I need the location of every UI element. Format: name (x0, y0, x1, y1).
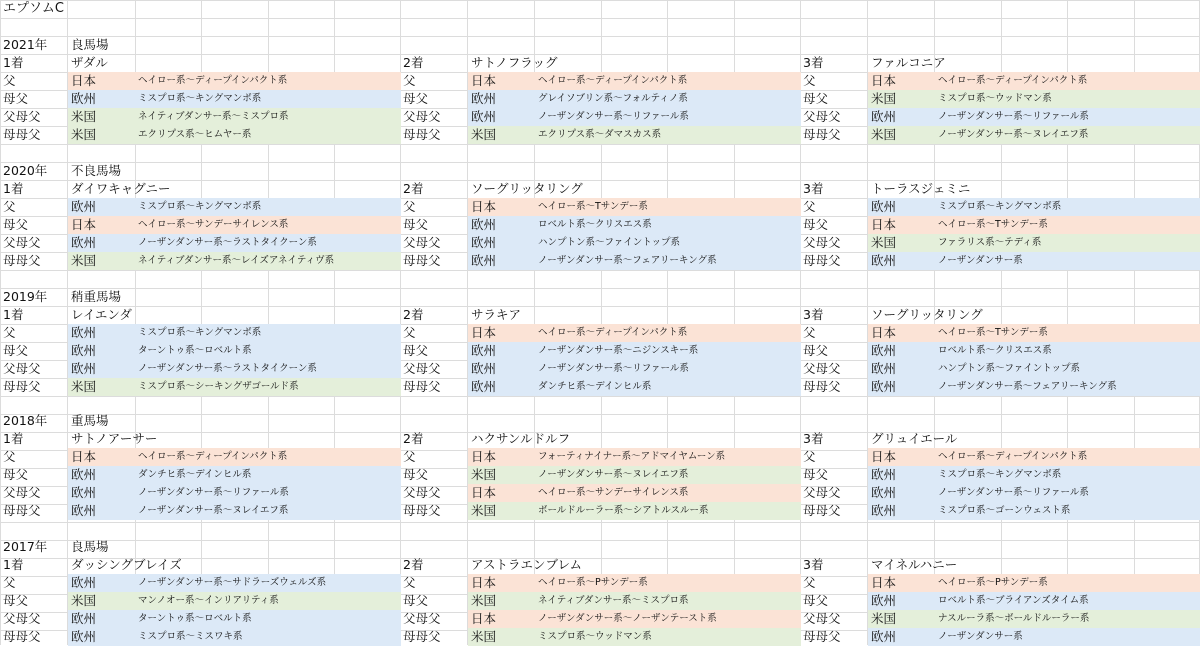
pedigree-role[interactable]: 父 (803, 325, 816, 340)
sire-line-cell[interactable]: ノーザンダンサー系～ノーザンテースト系 (538, 613, 717, 624)
pedigree-role[interactable]: 父母父 (3, 485, 41, 500)
pedigree-role[interactable]: 父母父 (3, 611, 41, 626)
region-cell[interactable]: 日本 (71, 217, 97, 232)
region-cell[interactable]: 米国 (871, 611, 897, 626)
horse-name[interactable]: サラキア (471, 307, 522, 322)
region-cell[interactable]: 日本 (871, 575, 897, 590)
region-cell[interactable]: 欧州 (71, 343, 97, 358)
sire-line-cell[interactable]: ミスプロ系～キングマンボ系 (138, 93, 262, 104)
pedigree-role[interactable]: 母父 (3, 91, 29, 106)
region-cell[interactable]: 欧州 (471, 109, 497, 124)
placing-rank[interactable]: 3着 (803, 55, 824, 70)
year-label[interactable]: 2019年 (3, 289, 48, 304)
pedigree-role[interactable]: 母母父 (403, 629, 441, 644)
placing-rank[interactable]: 2着 (403, 181, 424, 196)
sire-line-cell[interactable]: ミスプロ系～キングマンボ系 (938, 201, 1062, 212)
year-label[interactable]: 2020年 (3, 163, 48, 178)
sire-line-cell[interactable]: ノーザンダンサー系 (938, 631, 1023, 642)
horse-name[interactable]: ファルコニア (871, 55, 946, 70)
sire-line-cell[interactable]: ロベルト系～クリスエス系 (538, 219, 652, 230)
region-cell[interactable]: 欧州 (871, 343, 897, 358)
sire-line-cell[interactable]: ヘイロー系～ディープインパクト系 (938, 451, 1088, 462)
region-cell[interactable]: 欧州 (871, 199, 897, 214)
year-label[interactable]: 2017年 (3, 539, 48, 554)
region-cell[interactable]: 日本 (871, 449, 897, 464)
pedigree-role[interactable]: 父母父 (803, 611, 841, 626)
region-cell[interactable]: 欧州 (471, 361, 497, 376)
pedigree-role[interactable]: 父 (403, 73, 416, 88)
placing-rank[interactable]: 3着 (803, 307, 824, 322)
track-condition[interactable]: 良馬場 (71, 539, 109, 554)
sire-line-cell[interactable]: ノーザンダンサー系～ラストタイクーン系 (138, 363, 317, 374)
pedigree-role[interactable]: 父母父 (403, 361, 441, 376)
sire-line-cell[interactable]: ヘイロー系～ディープインパクト系 (538, 327, 688, 338)
grid-line (0, 18, 1200, 19)
grid-line (0, 36, 1200, 37)
sire-line-cell[interactable]: ヘイロー系～Tサンデー系 (938, 219, 1048, 230)
sire-line-cell[interactable]: ミスプロ系～ウッドマン系 (538, 631, 652, 642)
horse-name[interactable]: ソーグリッタリング (471, 181, 583, 196)
region-cell[interactable]: 米国 (471, 467, 497, 482)
sire-line-cell[interactable]: ミスプロ系～ミスワキ系 (138, 631, 243, 642)
sire-line-cell[interactable]: エクリプス系～ヒムヤー系 (138, 129, 252, 140)
grid-line (0, 288, 1200, 289)
region-cell[interactable]: 米国 (471, 629, 497, 644)
pedigree-role[interactable]: 母母父 (803, 629, 841, 644)
region-cell[interactable]: 米国 (871, 235, 897, 250)
region-cell[interactable]: 欧州 (71, 485, 97, 500)
region-cell[interactable]: 欧州 (71, 325, 97, 340)
sire-line-cell[interactable]: ヘイロー系～Pサンデー系 (938, 577, 1048, 588)
sire-line-cell[interactable]: マンノオー系～インリアリティ系 (138, 595, 279, 606)
placing-rank[interactable]: 1着 (3, 55, 24, 70)
region-cell[interactable]: 欧州 (471, 235, 497, 250)
pedigree-role[interactable]: 父 (3, 575, 16, 590)
pedigree-role[interactable]: 母父 (403, 343, 429, 358)
year-label[interactable]: 2018年 (3, 413, 48, 428)
pedigree-role[interactable]: 母母父 (403, 253, 441, 268)
sire-line-cell[interactable]: ロベルト系～クリスエス系 (938, 345, 1052, 356)
sire-line-cell[interactable]: ノーザンダンサー系～ヌレイエフ系 (938, 129, 1089, 140)
pedigree-role[interactable]: 父母父 (3, 109, 41, 124)
sire-line-cell[interactable]: ハンプトン系～ファイントップ系 (538, 237, 681, 248)
sire-line-cell[interactable]: ノーザンダンサー系～ラストタイクーン系 (138, 237, 317, 248)
pedigree-role[interactable]: 母父 (3, 217, 29, 232)
pedigree-role[interactable]: 母母父 (803, 379, 841, 394)
pedigree-role[interactable]: 父 (803, 73, 816, 88)
horse-name[interactable]: ザダル (71, 55, 108, 70)
sire-line-cell[interactable]: ヘイロー系～サンデーサイレンス系 (138, 219, 289, 230)
region-cell[interactable]: 欧州 (71, 199, 97, 214)
grid-line (0, 414, 1200, 415)
pedigree-role[interactable]: 母父 (403, 91, 429, 106)
region-cell[interactable]: 米国 (71, 127, 97, 142)
sire-line-cell[interactable]: ミスプロ系～ウッドマン系 (938, 93, 1052, 104)
sire-line-cell[interactable]: ノーザンダンサー系～フェアリーキング系 (938, 381, 1117, 392)
region-cell[interactable]: 米国 (71, 593, 97, 608)
region-cell[interactable]: 米国 (871, 127, 897, 142)
sire-line-cell[interactable]: ノーザンダンサー系～ヌレイエフ系 (538, 469, 689, 480)
track-condition[interactable]: 稍重馬場 (71, 289, 122, 304)
sire-line-cell[interactable]: ノーザンダンサー系～ヌレイエフ系 (138, 505, 289, 516)
sire-line-cell[interactable]: ヘイロー系～ディープインパクト系 (138, 75, 288, 86)
track-condition[interactable]: 重馬場 (71, 413, 109, 428)
sire-line-cell[interactable]: ノーザンダンサー系～リファール系 (938, 487, 1089, 498)
pedigree-role[interactable]: 父母父 (403, 235, 441, 250)
pedigree-role[interactable]: 父母父 (3, 361, 41, 376)
placing-rank[interactable]: 3着 (803, 557, 824, 572)
horse-name[interactable]: ダイワキャグニー (71, 181, 171, 196)
grid-line (0, 396, 1200, 397)
pedigree-role[interactable]: 父母父 (403, 109, 441, 124)
region-cell[interactable]: 米国 (71, 109, 97, 124)
region-cell[interactable]: 日本 (71, 73, 97, 88)
region-cell[interactable]: 米国 (871, 91, 897, 106)
grid-line (0, 270, 1200, 271)
pedigree-role[interactable]: 父 (3, 325, 16, 340)
placing-rank[interactable]: 2着 (403, 55, 424, 70)
horse-name[interactable]: ダッシングブレイズ (71, 557, 182, 572)
grid-line (0, 306, 1200, 307)
pedigree-role[interactable]: 母母父 (403, 127, 441, 142)
placing-rank[interactable]: 3着 (803, 181, 824, 196)
region-cell[interactable]: 欧州 (71, 575, 97, 590)
pedigree-role[interactable]: 母母父 (403, 503, 441, 518)
horse-name[interactable]: トーラスジェミニ (871, 181, 971, 196)
sire-line-cell[interactable]: ネイティブダンサー系～ミスプロ系 (538, 595, 689, 606)
pedigree-role[interactable]: 父母父 (803, 485, 841, 500)
pedigree-role[interactable]: 母母父 (3, 127, 41, 142)
region-cell[interactable]: 欧州 (471, 343, 497, 358)
sire-line-cell[interactable]: ミスプロ系～キングマンボ系 (138, 327, 262, 338)
region-cell[interactable]: 欧州 (871, 593, 897, 608)
region-highlight (868, 252, 1200, 270)
region-cell[interactable]: 日本 (471, 575, 497, 590)
pedigree-role[interactable]: 母母父 (3, 503, 41, 518)
pedigree-role[interactable]: 父 (803, 575, 816, 590)
horse-name[interactable]: ソーグリッタリング (871, 307, 983, 322)
pedigree-role[interactable]: 母父 (3, 593, 29, 608)
sire-line-cell[interactable]: ノーザンダンサー系～リファール系 (538, 363, 689, 374)
pedigree-role[interactable]: 母母父 (803, 127, 841, 142)
region-cell[interactable]: 米国 (471, 593, 497, 608)
pedigree-role[interactable]: 父母父 (403, 611, 441, 626)
grid-line (0, 180, 1200, 181)
region-cell[interactable]: 欧州 (71, 91, 97, 106)
year-label[interactable]: 2021年 (3, 37, 48, 52)
placing-rank[interactable]: 1着 (3, 431, 24, 446)
pedigree-role[interactable]: 父 (3, 73, 16, 88)
region-cell[interactable]: 欧州 (871, 253, 897, 268)
pedigree-role[interactable]: 母父 (803, 343, 829, 358)
pedigree-role[interactable]: 父母父 (403, 485, 441, 500)
pedigree-role[interactable]: 父 (3, 199, 16, 214)
horse-name[interactable]: マイネルハニー (871, 557, 958, 572)
sire-line-cell[interactable]: フォーティナイナー系～アドマイヤムーン系 (538, 451, 726, 462)
region-cell[interactable]: 欧州 (871, 361, 897, 376)
grid-line (0, 162, 1200, 163)
region-cell[interactable]: 日本 (471, 73, 497, 88)
sire-line-cell[interactable]: ターントゥ系～ロベルト系 (138, 613, 252, 624)
pedigree-role[interactable]: 父 (803, 199, 816, 214)
sire-line-cell[interactable]: ヘイロー系～ディープインパクト系 (538, 75, 688, 86)
region-cell[interactable]: 日本 (471, 449, 497, 464)
horse-name[interactable]: アストラエンブレム (471, 557, 583, 572)
region-cell[interactable]: 米国 (471, 503, 497, 518)
region-cell[interactable]: 欧州 (871, 485, 897, 500)
region-cell[interactable]: 欧州 (871, 503, 897, 518)
sire-line-cell[interactable]: ノーザンダンサー系～リファール系 (138, 487, 289, 498)
region-cell[interactable]: 欧州 (71, 503, 97, 518)
sheet-title[interactable]: エプソムC (3, 1, 64, 16)
region-cell[interactable]: 欧州 (471, 91, 497, 106)
placing-rank[interactable]: 2着 (403, 431, 424, 446)
region-cell[interactable]: 欧州 (71, 611, 97, 626)
pedigree-role[interactable]: 父 (403, 199, 416, 214)
sire-line-cell[interactable]: ヘイロー系～Tサンデー系 (938, 327, 1048, 338)
sire-line-cell[interactable]: ロベルト系～ブライアンズタイム系 (938, 595, 1089, 606)
region-cell[interactable]: 日本 (471, 199, 497, 214)
sire-line-cell[interactable]: ファラリス系～テディ系 (938, 237, 1042, 248)
grid-line (0, 522, 1200, 523)
region-cell[interactable]: 欧州 (71, 235, 97, 250)
sire-line-cell[interactable]: ハンプトン系～ファイントップ系 (938, 363, 1081, 374)
region-cell[interactable]: 欧州 (871, 629, 897, 644)
sire-line-cell[interactable]: ダンチヒ系～デインヒル系 (538, 381, 652, 392)
pedigree-role[interactable]: 父母父 (3, 235, 41, 250)
sire-line-cell[interactable]: ヘイロー系～Tサンデー系 (538, 201, 648, 212)
placing-rank[interactable]: 1着 (3, 557, 24, 572)
pedigree-role[interactable]: 父 (403, 449, 416, 464)
region-cell[interactable]: 米国 (471, 127, 497, 142)
region-cell[interactable]: 欧州 (871, 467, 897, 482)
pedigree-role[interactable]: 母母父 (3, 253, 41, 268)
sire-line-cell[interactable]: ノーザンダンサー系～リファール系 (938, 111, 1089, 122)
track-condition[interactable]: 良馬場 (71, 37, 109, 52)
pedigree-role[interactable]: 母母父 (803, 503, 841, 518)
sire-line-cell[interactable]: ネイティブダンサー系～ミスプロ系 (138, 111, 289, 122)
pedigree-role[interactable]: 母父 (803, 467, 829, 482)
horse-name[interactable]: ハクサンルドルフ (471, 431, 571, 446)
pedigree-role[interactable]: 母父 (403, 467, 429, 482)
horse-name[interactable]: レイエンダ (71, 307, 132, 322)
grid-line (0, 432, 1200, 433)
region-cell[interactable]: 日本 (71, 449, 97, 464)
region-cell[interactable]: 欧州 (71, 629, 97, 644)
horse-name[interactable]: グリュイエール (871, 431, 958, 446)
placing-rank[interactable]: 2着 (403, 557, 424, 572)
sire-line-cell[interactable]: ヘイロー系～ディープインパクト系 (138, 451, 288, 462)
region-cell[interactable]: 欧州 (71, 467, 97, 482)
region-cell[interactable]: 欧州 (471, 379, 497, 394)
region-cell[interactable]: 日本 (471, 485, 497, 500)
sire-line-cell[interactable]: ヘイロー系～ディープインパクト系 (938, 75, 1088, 86)
region-cell[interactable]: 日本 (471, 611, 497, 626)
pedigree-role[interactable]: 母父 (803, 593, 829, 608)
grid-line (0, 540, 1200, 541)
sire-line-cell[interactable]: ノーザンダンサー系～ニジンスキー系 (538, 345, 699, 356)
sire-line-cell[interactable]: ターントゥ系～ロベルト系 (138, 345, 252, 356)
pedigree-role[interactable]: 母父 (803, 217, 829, 232)
region-cell[interactable]: 日本 (871, 325, 897, 340)
pedigree-role[interactable]: 母父 (803, 91, 829, 106)
placing-rank[interactable]: 2着 (403, 307, 424, 322)
sire-line-cell[interactable]: ノーザンダンサー系～サドラーズウェルズ系 (138, 577, 327, 588)
sire-line-cell[interactable]: ナスルーラ系～ボールドルーラー系 (938, 613, 1090, 624)
pedigree-role[interactable]: 母父 (3, 343, 29, 358)
region-highlight (868, 628, 1200, 646)
grid-line (0, 0, 1200, 1)
sire-line-cell[interactable]: ミスプロ系～キングマンボ系 (138, 201, 262, 212)
sire-line-cell[interactable]: ネイティブダンサー系～レイズアネイティヴ系 (138, 255, 335, 266)
pedigree-role[interactable]: 母父 (403, 217, 429, 232)
sire-line-cell[interactable]: ヘイロー系～サンデーサイレンス系 (538, 487, 689, 498)
pedigree-role[interactable]: 母母父 (3, 379, 41, 394)
sire-line-cell[interactable]: エクリプス系～ダマスカス系 (538, 129, 662, 140)
grid-line (0, 54, 1200, 55)
pedigree-role[interactable]: 父 (803, 449, 816, 464)
region-cell[interactable]: 欧州 (471, 217, 497, 232)
track-condition[interactable]: 不良馬場 (71, 163, 122, 178)
sire-line-cell[interactable]: ノーザンダンサー系～フェアリーキング系 (538, 255, 717, 266)
pedigree-role[interactable]: 母母父 (403, 379, 441, 394)
region-cell[interactable]: 日本 (871, 73, 897, 88)
sire-line-cell[interactable]: ミスプロ系～キングマンボ系 (938, 469, 1062, 480)
pedigree-role[interactable]: 母母父 (3, 629, 41, 644)
sire-line-cell[interactable]: ミスプロ系～シーキングザゴールド系 (138, 381, 299, 392)
sire-line-cell[interactable]: ノーザンダンサー系～リファール系 (538, 111, 689, 122)
region-cell[interactable]: 日本 (471, 325, 497, 340)
pedigree-role[interactable]: 父 (3, 449, 16, 464)
pedigree-role[interactable]: 母母父 (803, 253, 841, 268)
pedigree-role[interactable]: 父母父 (803, 361, 841, 376)
region-cell[interactable]: 欧州 (471, 253, 497, 268)
placing-rank[interactable]: 1着 (3, 181, 24, 196)
sire-line-cell[interactable]: ダンチヒ系～デインヒル系 (138, 469, 252, 480)
region-cell[interactable]: 日本 (871, 217, 897, 232)
sire-line-cell[interactable]: ボールドルーラー系～シアトルスルー系 (538, 505, 709, 516)
pedigree-role[interactable]: 母父 (403, 593, 429, 608)
horse-name[interactable]: サトノフラッグ (471, 55, 558, 70)
sire-line-cell[interactable]: ノーザンダンサー系 (938, 255, 1023, 266)
pedigree-role[interactable]: 父母父 (803, 109, 841, 124)
horse-name[interactable]: サトノアーサー (71, 431, 158, 446)
region-cell[interactable]: 欧州 (871, 109, 897, 124)
pedigree-role[interactable]: 父 (403, 575, 416, 590)
pedigree-role[interactable]: 父 (403, 325, 416, 340)
sire-line-cell[interactable]: ヘイロー系～Pサンデー系 (538, 577, 648, 588)
region-cell[interactable]: 欧州 (871, 379, 897, 394)
sire-line-cell[interactable]: グレイソブリン系～フォルティノ系 (538, 93, 688, 104)
sire-line-cell[interactable]: ミスプロ系～ゴーンウェスト系 (938, 505, 1071, 516)
region-cell[interactable]: 米国 (71, 253, 97, 268)
region-cell[interactable]: 欧州 (71, 361, 97, 376)
grid-line (0, 144, 1200, 145)
placing-rank[interactable]: 3着 (803, 431, 824, 446)
placing-rank[interactable]: 1着 (3, 307, 24, 322)
pedigree-role[interactable]: 母父 (3, 467, 29, 482)
pedigree-role[interactable]: 父母父 (803, 235, 841, 250)
region-cell[interactable]: 米国 (71, 379, 97, 394)
